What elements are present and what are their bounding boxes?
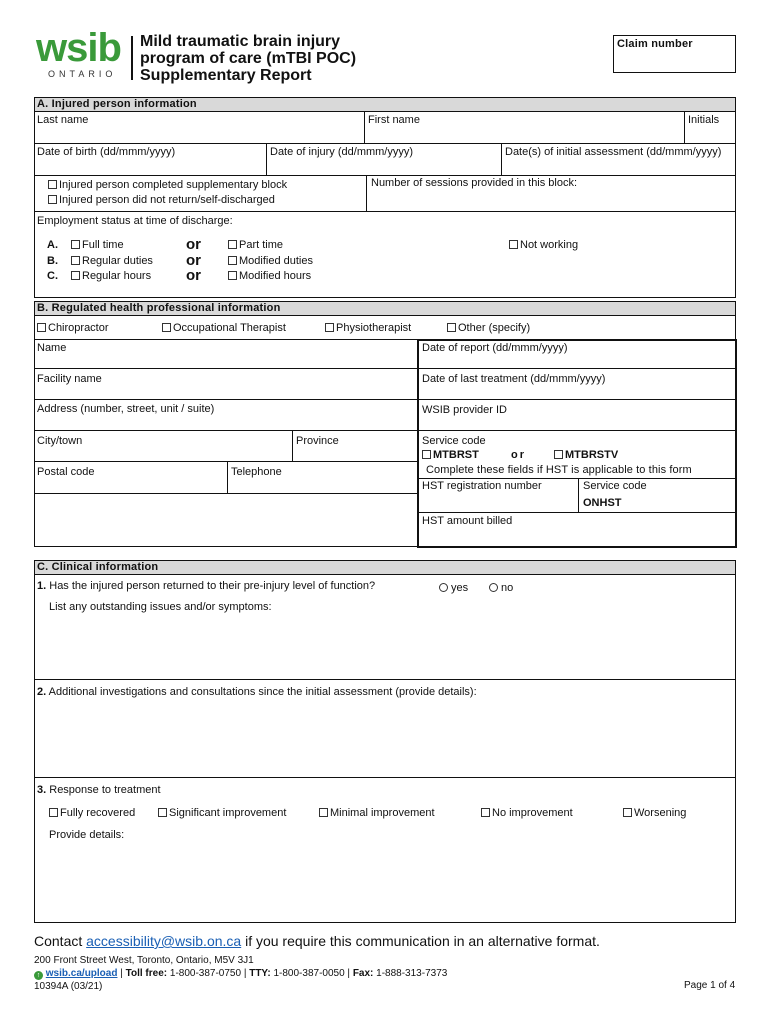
part-time-checkbox[interactable]: Part time [228,239,283,252]
question-1: 1. Has the injured person returned to their pre-injury level of function? [37,580,376,592]
service-code-or: or [511,449,526,461]
checkbox-icon [37,323,46,332]
wsib-provider-id-field[interactable]: WSIB provider ID [422,404,507,416]
or-label-a: or [186,236,201,253]
checkbox-icon [422,450,431,459]
initial-assessment-field[interactable]: Date(s) of initial assessment (dd/mmm/yyyy) [505,146,722,158]
hst-amount-billed-field[interactable]: HST amount billed [422,515,513,527]
checkbox-icon [71,240,80,249]
no-improvement-checkbox[interactable]: No improvement [481,807,573,820]
section-c-frame [34,575,736,923]
occupational-therapist-checkbox[interactable]: Occupational Therapist [162,322,286,335]
upload-link[interactable]: wsib.ca/upload [45,968,118,979]
footer-contact-line: ↑ wsib.ca/upload | Toll free: 1-800-387-0750 | TTY: 1-800-387-0050 | Fax: 1-888-313-7373 [34,967,447,980]
first-name-field[interactable]: First name [368,114,420,126]
checkbox-icon [554,450,563,459]
accessibility-email-link[interactable]: accessibility@wsib.on.ca [86,933,242,949]
checkbox-icon [228,256,237,265]
logo-divider [131,36,133,80]
no-radio[interactable]: no [489,582,513,595]
checkbox-icon [228,240,237,249]
employment-status-label: Employment status at time of discharge: [37,215,233,227]
checkbox-icon [158,808,167,817]
province-field[interactable]: Province [296,435,339,447]
checkbox-icon [71,256,80,265]
checkbox-icon [481,808,490,817]
mtbrstv-checkbox[interactable]: MTBRSTV [554,449,618,462]
checkbox-icon [228,271,237,280]
title-line-2: program of care (mTBI POC) [140,50,357,67]
page-title [140,33,356,84]
doi-field[interactable]: Date of injury (dd/mmm/yyyy) [270,146,414,158]
full-time-checkbox[interactable]: Full time [71,239,124,252]
city-field[interactable]: City/town [37,435,83,447]
section-c-heading: C. Clinical information [34,560,736,575]
not-working-checkbox[interactable]: Not working [509,239,578,252]
outstanding-issues-field[interactable]: List any outstanding issues and/or symptoms: [49,601,272,613]
checkbox-icon [49,808,58,817]
form-code: 10394A (03/21) [34,981,103,992]
dob-field[interactable]: Date of birth (dd/mmm/yyyy) [37,146,176,158]
onhst-code: ONHST [583,497,622,509]
did-not-return-checkbox[interactable]: Injured person did not return/self-discharged [48,194,275,207]
checkbox-icon [623,808,632,817]
hst-note: Complete these fields if HST is applicable to this form [426,464,692,476]
claim-number-label: Claim number [617,38,693,50]
minimal-improvement-checkbox[interactable]: Minimal improvement [319,807,435,820]
regular-duties-checkbox[interactable]: Regular duties [71,255,153,268]
other-specify-checkbox[interactable]: Other (specify) [447,322,530,335]
title-line-3: Supplementary Report [140,67,312,84]
logo-region: ONTARIO [48,69,117,79]
date-last-treatment-field[interactable]: Date of last treatment (dd/mmm/yyyy) [422,373,606,385]
page-number: Page 1 of 4 [684,980,736,991]
or-label-c: or [186,267,201,284]
telephone-field[interactable]: Telephone [231,466,282,478]
name-field[interactable]: Name [37,342,67,354]
chiropractor-checkbox[interactable]: Chiropractor [37,322,109,335]
checkbox-icon [509,240,518,249]
accessibility-contact: Contact accessibility@wsib.on.ca if you require this communication in an alternative format. [34,933,600,949]
provide-details-field[interactable]: Provide details: [49,829,125,841]
checkbox-icon [48,195,57,204]
question-3: 3. Response to treatment [37,784,161,796]
checkbox-icon [71,271,80,280]
wsib-logo [36,26,132,80]
section-a-heading: A. Injured person information [34,97,736,112]
fully-recovered-checkbox[interactable]: Fully recovered [49,807,135,820]
checkbox-icon [325,323,334,332]
row-letter-a: A. [47,239,58,251]
footer-address: 200 Front Street West, Toronto, Ontario, M5V 3J1 [34,955,254,966]
address-field[interactable]: Address (number, street, unit / suite) [37,403,215,415]
completed-block-checkbox[interactable]: Injured person completed supplementary block [48,179,287,192]
yes-radio[interactable]: yes [439,582,468,595]
or-label-b: or [186,252,201,269]
logo-wordmark: wsib [36,26,121,70]
facility-name-field[interactable]: Facility name [37,373,102,385]
title-line-1: Mild traumatic brain injury [140,33,341,50]
checkbox-icon [447,323,456,332]
hst-service-code-label: Service code [583,480,647,492]
mtbrst-checkbox[interactable]: MTBRST [422,449,479,462]
postal-code-field[interactable]: Postal code [37,466,95,478]
significant-improvement-checkbox[interactable]: Significant improvement [158,807,286,820]
sessions-field[interactable]: Number of sessions provided in this block: [371,177,578,189]
question-2[interactable]: 2. Additional investigations and consultations since the initial assessment (provide details): [37,686,477,698]
row-letter-b: B. [47,255,58,267]
claim-number-box[interactable] [613,35,736,73]
radio-icon [439,583,448,592]
regular-hours-checkbox[interactable]: Regular hours [71,270,151,283]
modified-duties-checkbox[interactable]: Modified duties [228,255,313,268]
row-letter-c: C. [47,270,58,282]
checkbox-icon [162,323,171,332]
section-b-heading: B. Regulated health professional information [34,301,736,316]
service-code-label: Service code [422,435,486,447]
date-of-report-field[interactable]: Date of report (dd/mmm/yyyy) [422,342,568,354]
checkbox-icon [48,180,57,189]
last-name-field[interactable]: Last name [37,114,89,126]
upload-icon: ↑ [34,971,43,980]
initials-field[interactable]: Initials [688,114,720,126]
worsening-checkbox[interactable]: Worsening [623,807,686,820]
hst-registration-field[interactable]: HST registration number [422,480,542,492]
radio-icon [489,583,498,592]
checkbox-icon [319,808,328,817]
physiotherapist-checkbox[interactable]: Physiotherapist [325,322,411,335]
modified-hours-checkbox[interactable]: Modified hours [228,270,311,283]
